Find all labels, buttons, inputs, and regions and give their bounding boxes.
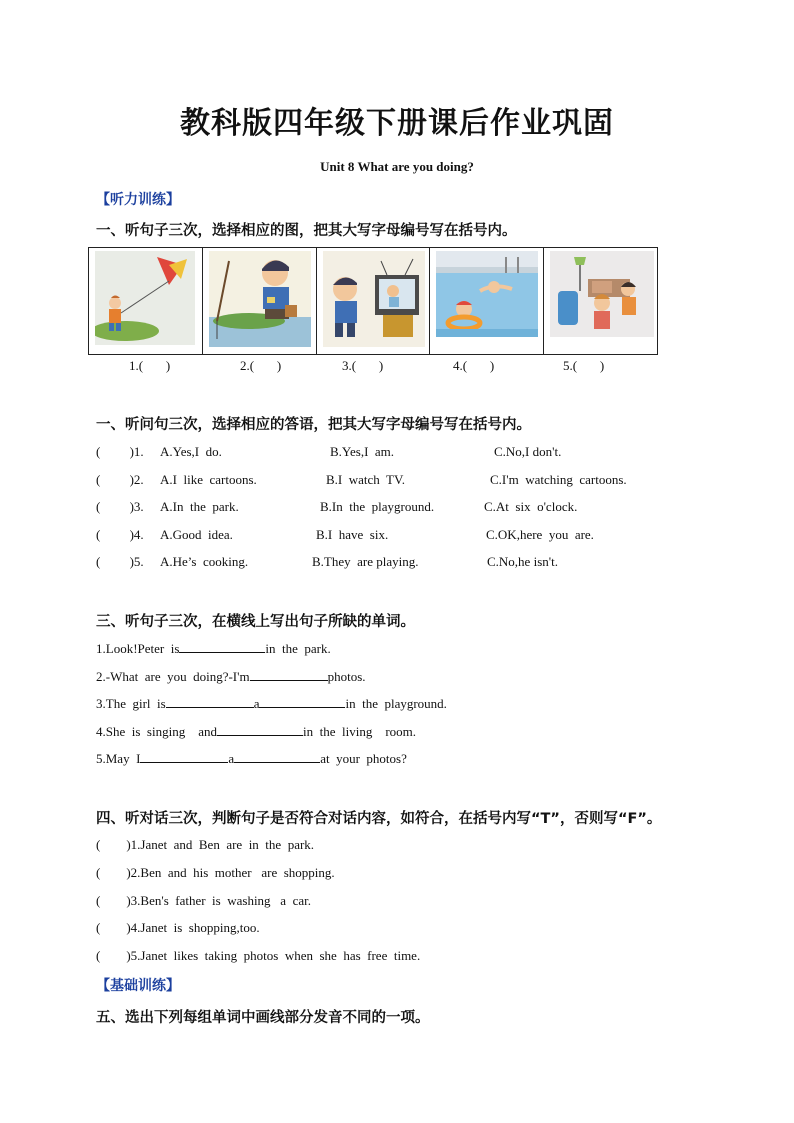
section1-heading: 一、听句子三次，选择相应的图，把其大写字母编号写在括号内。	[96, 223, 517, 239]
fill-line-2	[96, 669, 366, 685]
swimming-illustration	[436, 251, 538, 337]
picture-1-kite	[89, 248, 203, 354]
picture-4-swimming	[430, 248, 544, 354]
fill-blank-1[interactable]	[179, 641, 265, 653]
fill-line-2-part1: 2.-What are you doing?-I'm	[96, 669, 250, 684]
q2-row4-b: B.I have six.	[316, 527, 389, 542]
judge-item-4[interactable]: ( )4.Janet is shopping,too.	[96, 920, 260, 935]
fill-line-5-part3: at your photos?	[320, 751, 407, 766]
picture-answer-2[interactable]: 2.( )	[240, 358, 282, 373]
fill-blank-4[interactable]	[217, 724, 303, 736]
picture-5-living-room	[544, 248, 657, 354]
q2-row5-c: C.No,he isn't.	[487, 554, 558, 569]
fill-blank-5a[interactable]	[140, 751, 228, 763]
q2-row1-a: A.Yes,I do.	[160, 444, 222, 459]
unit-subtitle: Unit 8 What are you doing?	[320, 159, 474, 174]
section5-heading: 五、选出下列每组单词中画线部分发音不同的一项。	[96, 1010, 430, 1026]
fill-line-5-part2: a	[228, 751, 235, 766]
fill-line-5	[96, 751, 407, 767]
fill-line-5-part1: 5.May I	[96, 751, 141, 766]
picture-answer-4[interactable]: 4.( )	[453, 358, 495, 373]
fill-blank-5b[interactable]	[234, 751, 320, 763]
q2-row2-bracket[interactable]: ( )2.	[96, 472, 144, 487]
q2-row4-a: A.Good idea.	[160, 527, 233, 542]
q2-row3-b: B.In the playground.	[320, 499, 435, 514]
fill-line-4-part2: in the living room.	[302, 724, 417, 739]
fill-line-3	[96, 696, 447, 712]
q2-row5-a: A.He’s cooking.	[160, 554, 249, 569]
q2-row4-c: C.OK,here you are.	[486, 527, 594, 542]
q2-row1-c: C.No,I don't.	[494, 444, 562, 459]
fill-line-3-part2: a	[253, 696, 260, 711]
page-title: 教科版四年级下册课后作业巩固	[180, 106, 614, 141]
q2-row3-bracket[interactable]: ( )3.	[96, 499, 144, 514]
fill-line-1-part1: 1.Look!Peter is	[96, 641, 180, 656]
section2-heading: 一、听问句三次，选择相应的答语，把其大写字母编号写在括号内。	[96, 417, 531, 433]
q2-row4-bracket[interactable]: ( )4.	[96, 527, 144, 542]
fill-blank-3a[interactable]	[166, 696, 254, 708]
q2-row2-a: A.I like cartoons.	[160, 472, 257, 487]
judge-item-3[interactable]: ( )3.Ben's father is washing a car.	[96, 893, 311, 908]
section4-heading: 四、听对话三次，判断句子是否符合对话内容，如符合，在括号内写“T”，否则写“F”。	[96, 811, 662, 827]
section3-heading: 三、听句子三次，在横线上写出句子所缺的单词。	[96, 614, 415, 630]
fill-blank-2[interactable]	[250, 669, 328, 681]
picture-answer-3[interactable]: 3.( )	[342, 358, 384, 373]
fill-line-1-part2: in the park.	[265, 641, 331, 656]
fill-line-1	[96, 641, 331, 657]
judge-item-2[interactable]: ( )2.Ben and his mother are shopping.	[96, 865, 335, 880]
watching-tv-illustration	[323, 251, 425, 347]
judge-item-5[interactable]: ( )5.Janet likes taking photos when she has free time.	[96, 948, 421, 963]
fill-line-4-part1: 4.She is singing and	[96, 724, 217, 739]
fill-line-3-part3: in the playground.	[345, 696, 447, 711]
judge-item-1[interactable]: ( )1.Janet and Ben are in the park.	[96, 837, 315, 852]
picture-table	[88, 247, 658, 355]
fishing-boy-illustration	[209, 251, 311, 347]
kite-boy-illustration	[95, 251, 195, 345]
picture-2-fishing	[203, 248, 317, 354]
picture-answer-5[interactable]: 5.( )	[563, 358, 605, 373]
q2-row5-bracket[interactable]: ( )5.	[96, 554, 144, 569]
q2-row2-b: B.I watch TV.	[326, 472, 405, 487]
fill-blank-3b[interactable]	[259, 696, 345, 708]
fill-line-2-part2: photos.	[327, 669, 366, 684]
q2-row2-c: C.I'm watching cartoons.	[490, 472, 627, 487]
basic-training-tag: 【基础训练】	[96, 978, 180, 994]
q2-row5-b: B.They are playing.	[312, 554, 419, 569]
q2-row3-c: C.At six o'clock.	[484, 499, 578, 514]
living-room-illustration	[550, 251, 654, 337]
fill-line-4	[96, 724, 416, 740]
q2-row1-bracket[interactable]: ( )1.	[96, 444, 144, 459]
listening-tag: 【听力训练】	[96, 192, 180, 208]
picture-answer-1[interactable]: 1.( )	[129, 358, 171, 373]
q2-row3-a: A.In the park.	[160, 499, 239, 514]
q2-row1-b: B.Yes,I am.	[330, 444, 395, 459]
fill-line-3-part1: 3.The girl is	[96, 696, 166, 711]
picture-3-tv	[317, 248, 431, 354]
